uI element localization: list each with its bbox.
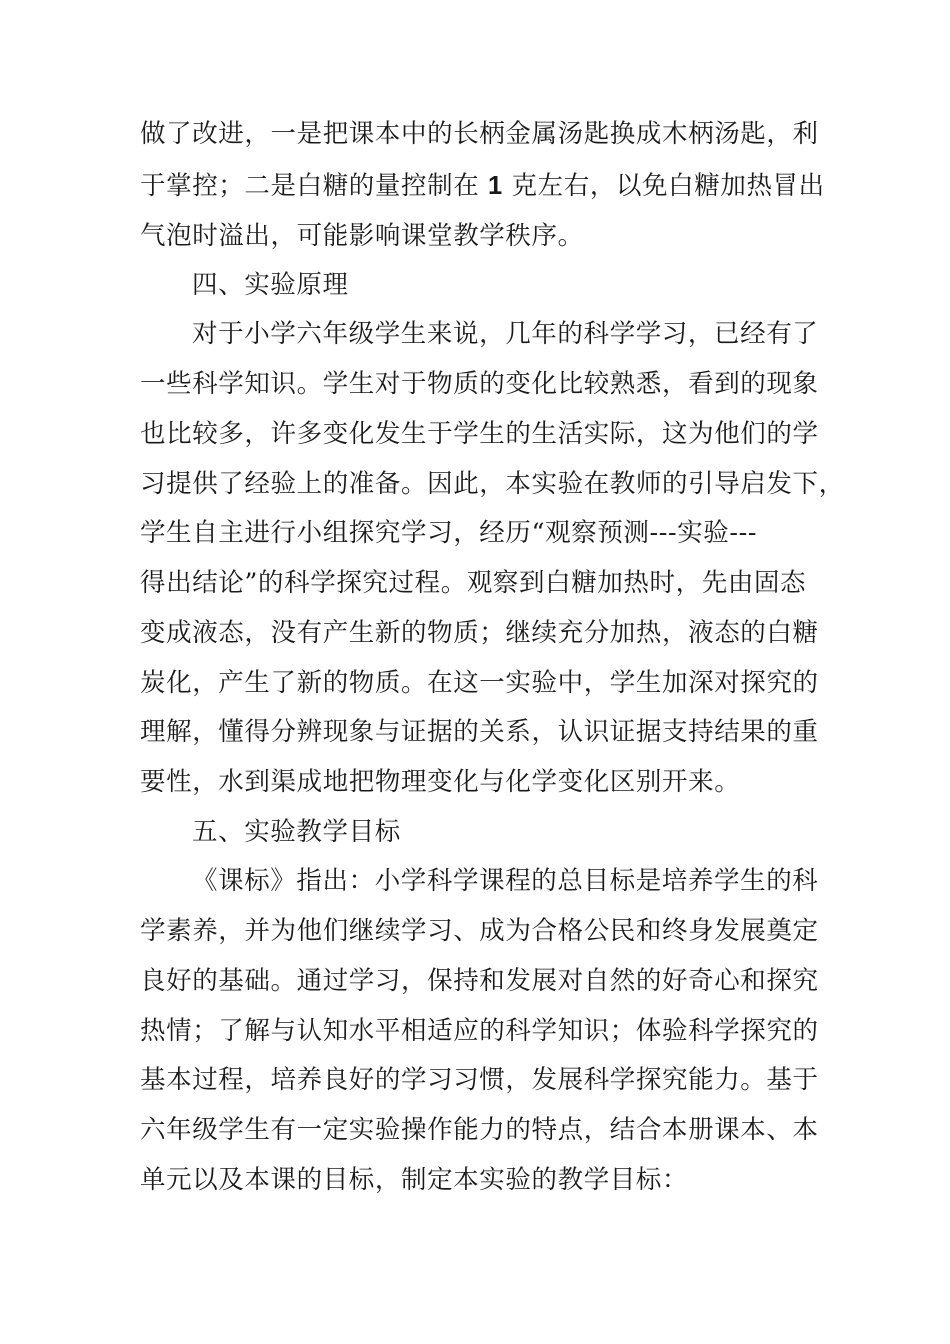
text-line: 对于小学六年级学生来说，几年的科学学习，已经有了 [192, 319, 819, 349]
text-line: 气泡时溢出，可能影响课堂教学秩序。 [140, 221, 584, 251]
text-line: 炭化，产生了新的物质。在这一实验中，学生加深对探究的 [140, 668, 819, 698]
text-line: 热情；了解与认知水平相适应的科学知识；体验科学探究的 [140, 1016, 819, 1046]
text-line: 单元以及本课的目标，制定本实验的教学目标： [140, 1165, 689, 1195]
text-line [140, 169, 825, 203]
text-line: 做了改进，一是把课本中的长柄金属汤匙换成木柄汤匙，利 [140, 119, 819, 149]
text-line: 要性，水到渠成地把物理变化与化学变化区别开来。 [140, 767, 741, 797]
number-value: 1 [488, 172, 503, 200]
text-line: 六年级学生有一定实验操作能力的特点，结合本册课本、本 [140, 1115, 819, 1145]
text-line: 基本过程，培养良好的学习习惯，发展科学探究能力。基于 [140, 1065, 819, 1095]
text-line: 《课标》指出：小学科学课程的总目标是培养学生的科 [192, 866, 819, 896]
text-line: 变成液态，没有产生新的物质；继续充分加热，液态的白糖 [140, 618, 819, 648]
text-line: 良好的基础。通过学习，保持和发展对自然的好奇心和探究 [140, 966, 819, 996]
text-line: 学素养，并为他们继续学习、成为合格公民和终身发展奠定 [140, 916, 819, 946]
text-line: 习提供了经验上的准备。因此，本实验在教师的引导启发下， [140, 469, 845, 499]
text-line: 也比较多，许多变化发生于学生的生活实际，这为他们的学 [140, 419, 819, 449]
text-segment: 克左右，以免白糖加热冒出 [511, 171, 825, 201]
text-line: 学生自主进行小组探究学习，经历“观察预测---实验--- [140, 518, 758, 548]
section-heading: 五、实验教学目标 [192, 817, 401, 847]
text-line: 理解，懂得分辨现象与证据的关系，认识证据支持结果的重 [140, 717, 819, 747]
text-line: 一些科学知识。学生对于物质的变化比较熟悉，看到的现象 [140, 369, 819, 399]
text-line: 得出结论”的科学探究过程。观察到白糖加热时，先由固态 [140, 568, 807, 598]
text-segment: 于掌控；二是白糖的量控制在 [140, 171, 480, 201]
section-heading: 四、实验原理 [192, 270, 349, 300]
